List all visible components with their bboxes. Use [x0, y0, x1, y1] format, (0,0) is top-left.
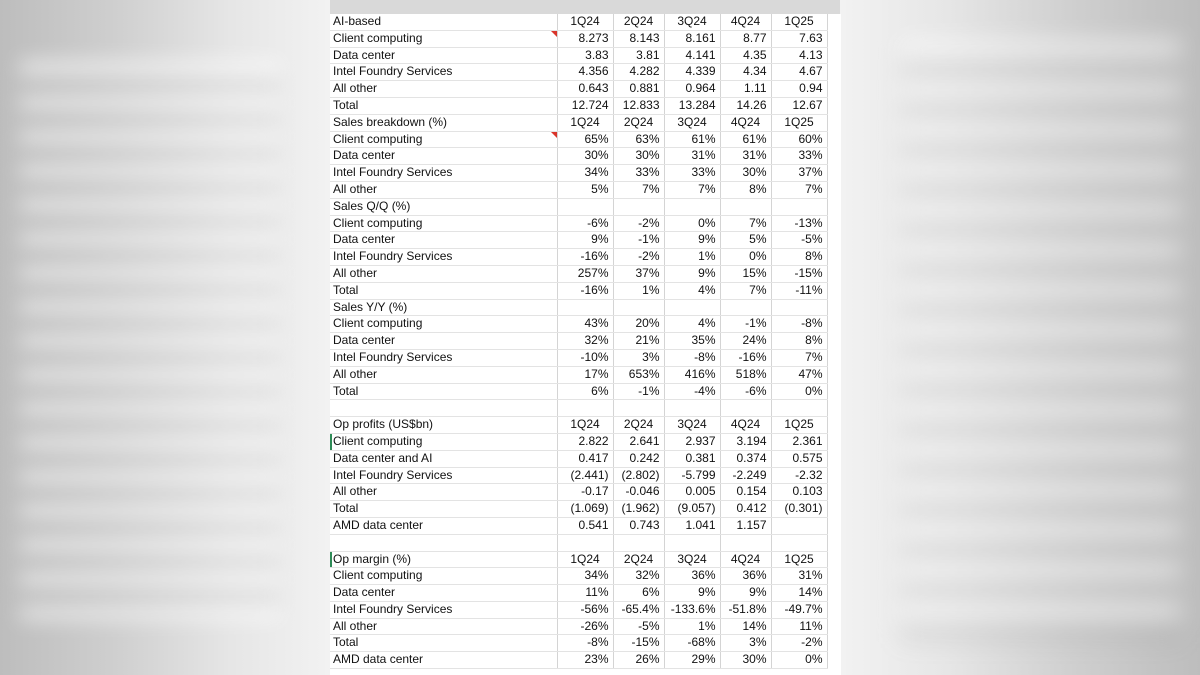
row-label[interactable]: All other [330, 366, 557, 383]
value-cell[interactable]: 37% [771, 165, 827, 182]
table-row [330, 316, 827, 333]
value-cell[interactable]: 1.11 [720, 81, 771, 98]
value-cell[interactable] [613, 198, 664, 215]
value-cell[interactable]: 61% [720, 131, 771, 148]
table-row [330, 400, 827, 417]
value-cell[interactable]: -16% [557, 249, 613, 266]
value-cell[interactable]: 17% [557, 366, 613, 383]
value-cell[interactable]: 4% [664, 316, 720, 333]
table-row [330, 534, 827, 551]
value-cell[interactable]: -15% [771, 265, 827, 282]
row-label[interactable]: Total [330, 97, 557, 114]
value-cell[interactable]: 0% [771, 383, 827, 400]
spreadsheet [330, 14, 841, 675]
value-cell[interactable]: -11% [771, 282, 827, 299]
table-row [330, 14, 827, 30]
row-label[interactable]: Intel Foundry Services [330, 249, 557, 266]
value-cell[interactable]: -49.7% [771, 601, 827, 618]
value-cell[interactable] [613, 299, 664, 316]
value-cell[interactable]: 7% [771, 181, 827, 198]
value-cell[interactable] [664, 400, 720, 417]
value-cell[interactable]: 26% [613, 652, 664, 669]
value-cell[interactable]: 8.273 [557, 30, 613, 47]
table-row [330, 467, 827, 484]
table-row [330, 349, 827, 366]
table-row [330, 97, 827, 114]
value-cell[interactable]: 2.937 [664, 433, 720, 450]
row-label[interactable]: Intel Foundry Services [330, 349, 557, 366]
row-label[interactable]: Intel Foundry Services [330, 601, 557, 618]
value-cell[interactable]: 4.34 [720, 64, 771, 81]
row-label[interactable]: Data center [330, 333, 557, 350]
value-cell[interactable]: 12.833 [613, 97, 664, 114]
table-row [330, 585, 827, 602]
row-label[interactable]: Op margin (%) [330, 551, 557, 568]
row-label[interactable]: All other [330, 484, 557, 501]
table-row [330, 450, 827, 467]
value-cell[interactable]: 9% [664, 232, 720, 249]
table-row [330, 232, 827, 249]
value-cell[interactable]: -13% [771, 215, 827, 232]
value-cell[interactable]: 29% [664, 652, 720, 669]
value-cell[interactable]: -0.046 [613, 484, 664, 501]
value-cell[interactable]: 8.77 [720, 30, 771, 47]
row-label[interactable] [330, 400, 557, 417]
value-cell[interactable]: 33% [771, 148, 827, 165]
value-cell[interactable]: -10% [557, 349, 613, 366]
value-cell[interactable]: 14.26 [720, 97, 771, 114]
value-cell[interactable]: 37% [613, 265, 664, 282]
value-cell[interactable]: 3% [720, 635, 771, 652]
value-cell[interactable]: 23% [557, 652, 613, 669]
value-cell[interactable]: -8% [664, 349, 720, 366]
row-label[interactable]: All other [330, 618, 557, 635]
value-cell[interactable]: 21% [613, 333, 664, 350]
value-cell[interactable] [771, 400, 827, 417]
table-row [330, 81, 827, 98]
value-cell[interactable]: 1.041 [664, 517, 720, 534]
row-label[interactable]: Intel Foundry Services [330, 165, 557, 182]
value-cell[interactable]: 30% [720, 165, 771, 182]
column-header-cell[interactable]: 3Q24 [664, 551, 720, 568]
value-cell[interactable]: 8% [720, 181, 771, 198]
value-cell[interactable]: 4.282 [613, 64, 664, 81]
value-cell[interactable]: 0.242 [613, 450, 664, 467]
value-cell[interactable]: 36% [664, 568, 720, 585]
row-label[interactable]: All other [330, 81, 557, 98]
table-row [330, 333, 827, 350]
value-cell[interactable]: (2.802) [613, 467, 664, 484]
value-cell[interactable]: 47% [771, 366, 827, 383]
value-cell[interactable]: 65% [557, 131, 613, 148]
value-cell[interactable]: 7% [664, 181, 720, 198]
table-row [330, 517, 827, 534]
value-cell[interactable]: 60% [771, 131, 827, 148]
table-row [330, 165, 827, 182]
value-cell[interactable] [720, 198, 771, 215]
value-cell[interactable]: 9% [720, 585, 771, 602]
value-cell[interactable]: 2.641 [613, 433, 664, 450]
value-cell[interactable]: 1% [613, 282, 664, 299]
value-cell[interactable]: 11% [557, 585, 613, 602]
value-cell[interactable]: 5% [557, 181, 613, 198]
value-cell[interactable]: 24% [720, 333, 771, 350]
table-row [330, 618, 827, 635]
value-cell[interactable]: 0.964 [664, 81, 720, 98]
table-row [330, 635, 827, 652]
row-label[interactable]: Client computing [330, 316, 557, 333]
value-cell[interactable]: 0.381 [664, 450, 720, 467]
value-cell[interactable]: 0.881 [613, 81, 664, 98]
column-header-cell[interactable]: 2Q24 [613, 551, 664, 568]
row-label[interactable]: AI-based [330, 14, 557, 30]
table-row [330, 366, 827, 383]
value-cell[interactable]: 3.83 [557, 47, 613, 64]
column-header-cell[interactable]: 4Q24 [720, 114, 771, 131]
value-cell[interactable] [720, 299, 771, 316]
table-row [330, 501, 827, 518]
value-cell[interactable]: 2.361 [771, 433, 827, 450]
value-cell[interactable]: 4.141 [664, 47, 720, 64]
row-label[interactable]: Data center [330, 148, 557, 165]
table-row [330, 299, 827, 316]
value-cell[interactable]: 30% [720, 652, 771, 669]
column-header-cell[interactable]: 3Q24 [664, 417, 720, 434]
value-cell[interactable] [771, 299, 827, 316]
table-row [330, 181, 827, 198]
value-cell[interactable]: 5% [720, 232, 771, 249]
table-row [330, 282, 827, 299]
row-label[interactable]: AMD data center [330, 517, 557, 534]
value-cell[interactable]: 30% [613, 148, 664, 165]
value-cell[interactable] [557, 198, 613, 215]
value-cell[interactable]: -5% [771, 232, 827, 249]
value-cell[interactable]: 7% [720, 282, 771, 299]
table-row [330, 265, 827, 282]
value-cell[interactable]: -2.249 [720, 467, 771, 484]
value-cell[interactable] [664, 534, 720, 551]
value-cell[interactable]: -16% [720, 349, 771, 366]
value-cell[interactable]: 0.541 [557, 517, 613, 534]
value-cell[interactable]: 61% [664, 131, 720, 148]
value-cell[interactable]: 9% [664, 265, 720, 282]
value-cell[interactable]: -51.8% [720, 601, 771, 618]
value-cell[interactable]: 4% [664, 282, 720, 299]
value-cell[interactable]: (2.441) [557, 467, 613, 484]
value-cell[interactable] [613, 400, 664, 417]
value-cell[interactable]: -1% [720, 316, 771, 333]
value-cell[interactable]: -0.17 [557, 484, 613, 501]
row-label[interactable]: Data center [330, 47, 557, 64]
row-label[interactable]: Total [330, 501, 557, 518]
value-cell[interactable] [771, 198, 827, 215]
value-cell[interactable]: 0.103 [771, 484, 827, 501]
value-cell[interactable]: 416% [664, 366, 720, 383]
value-cell[interactable]: -65.4% [613, 601, 664, 618]
column-header-cell[interactable]: 1Q25 [771, 114, 827, 131]
column-header-cell[interactable]: 3Q24 [664, 114, 720, 131]
column-header-cell[interactable]: 2Q24 [613, 114, 664, 131]
table-row [330, 148, 827, 165]
value-cell[interactable]: -2% [613, 215, 664, 232]
row-label[interactable]: Client computing [330, 30, 557, 47]
table-row [330, 568, 827, 585]
value-cell[interactable]: 0% [664, 215, 720, 232]
table-row [330, 198, 827, 215]
value-cell[interactable]: 1.157 [720, 517, 771, 534]
value-cell[interactable]: 12.67 [771, 97, 827, 114]
value-cell[interactable]: 8% [771, 249, 827, 266]
value-cell[interactable]: 4.356 [557, 64, 613, 81]
column-header-cell[interactable]: 2Q24 [613, 14, 664, 30]
value-cell[interactable]: -5.799 [664, 467, 720, 484]
value-cell[interactable]: 7.63 [771, 30, 827, 47]
value-cell[interactable] [664, 198, 720, 215]
value-cell[interactable] [557, 534, 613, 551]
row-label[interactable]: Client computing [330, 131, 557, 148]
value-cell[interactable]: 3.81 [613, 47, 664, 64]
value-cell[interactable]: -2.32 [771, 467, 827, 484]
value-cell[interactable] [771, 534, 827, 551]
value-cell[interactable]: 4.35 [720, 47, 771, 64]
value-cell[interactable] [613, 534, 664, 551]
value-cell[interactable]: -56% [557, 601, 613, 618]
value-cell[interactable] [557, 299, 613, 316]
value-cell[interactable]: 15% [720, 265, 771, 282]
value-cell[interactable]: 33% [664, 165, 720, 182]
value-cell[interactable]: 7% [720, 215, 771, 232]
value-cell[interactable]: 14% [720, 618, 771, 635]
column-header-cell[interactable]: 1Q24 [557, 417, 613, 434]
row-label[interactable] [330, 534, 557, 551]
blurred-background-left [0, 0, 330, 675]
table-row [330, 383, 827, 400]
value-cell[interactable]: 31% [771, 568, 827, 585]
value-cell[interactable]: 43% [557, 316, 613, 333]
value-cell[interactable]: 7% [613, 181, 664, 198]
row-label[interactable]: Sales Q/Q (%) [330, 198, 557, 215]
value-cell[interactable]: 1% [664, 249, 720, 266]
table-row [330, 433, 827, 450]
value-cell[interactable] [557, 400, 613, 417]
column-header-cell[interactable]: 3Q24 [664, 14, 720, 30]
value-cell[interactable]: 63% [613, 131, 664, 148]
value-cell[interactable]: 9% [557, 232, 613, 249]
table-row [330, 47, 827, 64]
row-label[interactable]: Intel Foundry Services [330, 64, 557, 81]
value-cell[interactable]: -6% [720, 383, 771, 400]
column-header-cell[interactable]: 4Q24 [720, 14, 771, 30]
value-cell[interactable]: 0.743 [613, 517, 664, 534]
row-label[interactable]: Client computing [330, 433, 557, 450]
value-cell[interactable]: 12.724 [557, 97, 613, 114]
column-header-cell[interactable]: 1Q24 [557, 551, 613, 568]
value-cell[interactable]: 257% [557, 265, 613, 282]
value-cell[interactable]: -2% [771, 635, 827, 652]
value-cell[interactable]: (1.069) [557, 501, 613, 518]
value-cell[interactable]: 4.67 [771, 64, 827, 81]
value-cell[interactable]: 0.575 [771, 450, 827, 467]
value-cell[interactable]: 31% [664, 148, 720, 165]
row-label[interactable]: Data center [330, 585, 557, 602]
row-label[interactable]: All other [330, 265, 557, 282]
table-row [330, 114, 827, 131]
value-cell[interactable]: 34% [557, 165, 613, 182]
table-row [330, 484, 827, 501]
value-cell[interactable]: 31% [720, 148, 771, 165]
value-cell[interactable]: 20% [613, 316, 664, 333]
value-cell[interactable]: 2.822 [557, 433, 613, 450]
value-cell[interactable]: -8% [771, 316, 827, 333]
row-label[interactable]: Client computing [330, 568, 557, 585]
row-label[interactable]: Total [330, 282, 557, 299]
row-label[interactable]: Data center and AI [330, 450, 557, 467]
value-cell[interactable]: 6% [557, 383, 613, 400]
value-cell[interactable] [720, 534, 771, 551]
value-cell[interactable]: 8% [771, 333, 827, 350]
value-cell[interactable]: 0.005 [664, 484, 720, 501]
value-cell[interactable]: 4.339 [664, 64, 720, 81]
column-header-cell[interactable]: 4Q24 [720, 551, 771, 568]
value-cell[interactable]: -15% [613, 635, 664, 652]
column-header-cell[interactable]: 1Q24 [557, 114, 613, 131]
table-row [330, 652, 827, 669]
value-cell[interactable]: -133.6% [664, 601, 720, 618]
value-cell[interactable]: (9.057) [664, 501, 720, 518]
value-cell[interactable]: -26% [557, 618, 613, 635]
value-cell[interactable]: -1% [613, 232, 664, 249]
value-cell[interactable] [720, 400, 771, 417]
value-cell[interactable]: 0% [720, 249, 771, 266]
column-header-cell[interactable]: 4Q24 [720, 417, 771, 434]
value-cell[interactable]: -8% [557, 635, 613, 652]
value-cell[interactable]: 6% [613, 585, 664, 602]
value-cell[interactable]: 30% [557, 148, 613, 165]
column-header-cell[interactable]: 2Q24 [613, 417, 664, 434]
column-header-cell[interactable]: 1Q25 [771, 551, 827, 568]
table-row [330, 64, 827, 81]
row-label[interactable]: Data center [330, 232, 557, 249]
table-row [330, 417, 827, 434]
row-label[interactable]: Sales Y/Y (%) [330, 299, 557, 316]
column-header-cell[interactable]: 1Q24 [557, 14, 613, 30]
table-row [330, 131, 827, 148]
table-row [330, 249, 827, 266]
value-cell[interactable]: -2% [613, 249, 664, 266]
value-cell[interactable] [664, 299, 720, 316]
value-cell[interactable]: 0.374 [720, 450, 771, 467]
table-row [330, 215, 827, 232]
column-header-cell[interactable]: 1Q25 [771, 417, 827, 434]
row-label[interactable]: Client computing [330, 215, 557, 232]
value-cell[interactable]: 9% [664, 585, 720, 602]
value-cell[interactable]: 518% [720, 366, 771, 383]
value-cell[interactable]: 34% [557, 568, 613, 585]
value-cell[interactable]: 11% [771, 618, 827, 635]
value-cell[interactable]: 3% [613, 349, 664, 366]
value-cell[interactable]: 0.417 [557, 450, 613, 467]
data-table [330, 14, 828, 669]
value-cell[interactable]: (1.962) [613, 501, 664, 518]
value-cell[interactable]: -68% [664, 635, 720, 652]
value-cell[interactable]: 14% [771, 585, 827, 602]
value-cell[interactable]: 13.284 [664, 97, 720, 114]
value-cell[interactable]: -1% [613, 383, 664, 400]
column-header-cell[interactable]: 1Q25 [771, 14, 827, 30]
value-cell[interactable]: 3.194 [720, 433, 771, 450]
value-cell[interactable]: 36% [720, 568, 771, 585]
value-cell[interactable]: 653% [613, 366, 664, 383]
table-row [330, 601, 827, 618]
table-row [330, 551, 827, 568]
value-cell[interactable]: 0.94 [771, 81, 827, 98]
value-cell[interactable]: 8.161 [664, 30, 720, 47]
row-label[interactable]: All other [330, 181, 557, 198]
value-cell[interactable]: 35% [664, 333, 720, 350]
value-cell[interactable]: (0.301) [771, 501, 827, 518]
value-cell[interactable]: 0.154 [720, 484, 771, 501]
row-label[interactable]: Total [330, 383, 557, 400]
value-cell[interactable]: 7% [771, 349, 827, 366]
row-label[interactable]: Total [330, 635, 557, 652]
row-label[interactable]: Sales breakdown (%) [330, 114, 557, 131]
value-cell[interactable]: 0% [771, 652, 827, 669]
value-cell[interactable] [771, 517, 827, 534]
row-label[interactable]: AMD data center [330, 652, 557, 669]
value-cell[interactable]: 4.13 [771, 47, 827, 64]
table-row [330, 30, 827, 47]
value-cell[interactable]: 32% [557, 333, 613, 350]
value-cell[interactable]: 33% [613, 165, 664, 182]
blurred-background-right [840, 0, 1200, 675]
value-cell[interactable]: 0.412 [720, 501, 771, 518]
value-cell[interactable]: 32% [613, 568, 664, 585]
value-cell[interactable]: -6% [557, 215, 613, 232]
value-cell[interactable]: 1% [664, 618, 720, 635]
value-cell[interactable]: -5% [613, 618, 664, 635]
value-cell[interactable]: -4% [664, 383, 720, 400]
value-cell[interactable]: 8.143 [613, 30, 664, 47]
row-label[interactable]: Intel Foundry Services [330, 467, 557, 484]
value-cell[interactable]: 0.643 [557, 81, 613, 98]
row-label[interactable]: Op profits (US$bn) [330, 417, 557, 434]
value-cell[interactable]: -16% [557, 282, 613, 299]
